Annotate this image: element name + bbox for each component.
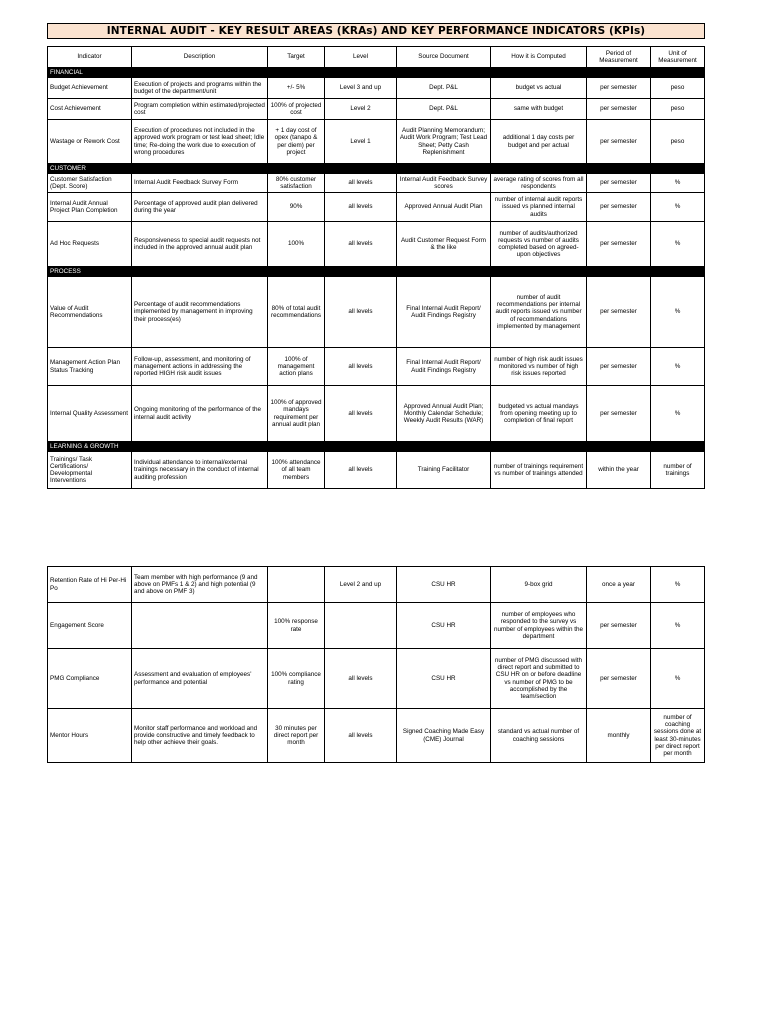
indicator-cell: Retention Rate of Hi Per-Hi Po xyxy=(48,567,132,603)
unit-cell: % xyxy=(651,174,705,193)
section-title: CUSTOMER xyxy=(48,164,705,174)
indicator-cell: Mentor Hours xyxy=(48,709,132,763)
section-header-row xyxy=(48,68,705,78)
period-cell: once a year xyxy=(587,567,651,603)
description-cell: Percentage of audit recommendations implemented by management in improving their process(es) xyxy=(132,277,268,348)
level-cell: all levels xyxy=(325,277,397,348)
indicator-cell: Trainings/ Task Certifications/ Developmental Interventions xyxy=(48,452,132,489)
description-cell: Program completion within estimated/projected cost xyxy=(132,99,268,120)
level-cell: all levels xyxy=(325,174,397,193)
how-computed-cell: 9-box grid xyxy=(491,567,587,603)
table-header-row xyxy=(48,47,705,68)
description-cell: Assessment and evaluation of employees' performance and potential xyxy=(132,649,268,709)
header-level: Level xyxy=(325,47,397,68)
level-cell: all levels xyxy=(325,348,397,386)
unit-cell: % xyxy=(651,348,705,386)
source-document-cell: Training Facilitator xyxy=(397,452,491,489)
description-cell: Monitor staff performance and workload and provide constructive and timely feedback to help other achieve their goals. xyxy=(132,709,268,763)
period-cell: per semester xyxy=(587,174,651,193)
unit-cell: peso xyxy=(651,78,705,99)
source-document-cell: Signed Coaching Made Easy (CME) Journal xyxy=(397,709,491,763)
period-cell: per semester xyxy=(587,99,651,120)
target-cell: 100% of projected cost xyxy=(268,99,325,120)
unit-cell: % xyxy=(651,222,705,267)
unit-cell: % xyxy=(651,386,705,442)
indicator-cell: PMG Compliance xyxy=(48,649,132,709)
level-cell: Level 3 and up xyxy=(325,78,397,99)
unit-cell: % xyxy=(651,193,705,222)
kpi-table-continued xyxy=(47,566,705,763)
period-cell: per semester xyxy=(587,386,651,442)
target-cell: 100% of management action plans xyxy=(268,348,325,386)
target-cell: 100% xyxy=(268,222,325,267)
how-computed-cell: number of employees who responded to the survey vs number of employees within the department xyxy=(491,603,587,649)
source-document-cell: Approved Annual Audit Plan xyxy=(397,193,491,222)
indicator-cell: Engagement Score xyxy=(48,603,132,649)
how-computed-cell: additional 1 day costs per budget and per actual xyxy=(491,120,587,164)
target-cell: + 1 day cost of opex (tanapo & per diem) per project xyxy=(268,120,325,164)
table-row xyxy=(48,174,705,193)
period-cell: per semester xyxy=(587,120,651,164)
unit-cell: number of trainings xyxy=(651,452,705,489)
section-title: PROCESS xyxy=(48,267,705,277)
target-cell: 80% of total audit recommendations xyxy=(268,277,325,348)
description-cell: Individual attendance to internal/external trainings necessary in the conduct of internal auditing profession xyxy=(132,452,268,489)
header-how-computed: How it is Computed xyxy=(491,47,587,68)
unit-cell: % xyxy=(651,277,705,348)
source-document-cell: Final Internal Audit Report/ Audit Findings Registry xyxy=(397,348,491,386)
level-cell: all levels xyxy=(325,386,397,442)
description-cell: Ongoing monitoring of the performance of the internal audit activity xyxy=(132,386,268,442)
indicator-cell: Internal Quality Assessment xyxy=(48,386,132,442)
level-cell xyxy=(325,603,397,649)
section-title: FINANCIAL xyxy=(48,68,705,78)
period-cell: per semester xyxy=(587,222,651,267)
source-document-cell: Internal Audit Feedback Survey scores xyxy=(397,174,491,193)
target-cell: +/- 5% xyxy=(268,78,325,99)
header-unit: Unit of Measurement xyxy=(651,47,705,68)
how-computed-cell: budget vs actual xyxy=(491,78,587,99)
table-row xyxy=(48,603,705,649)
indicator-cell: Value of Audit Recommendations xyxy=(48,277,132,348)
how-computed-cell: number of trainings requirement vs number of trainings attended xyxy=(491,452,587,489)
description-cell: Execution of procedures not included in the approved work program or test lead sheet; Idle time; Re-doing the work due to execution of wrong procedures xyxy=(132,120,268,164)
period-cell: per semester xyxy=(587,193,651,222)
section-header-row xyxy=(48,267,705,277)
how-computed-cell: average rating of scores from all respondents xyxy=(491,174,587,193)
unit-cell: % xyxy=(651,567,705,603)
level-cell: Level 1 xyxy=(325,120,397,164)
table-row xyxy=(48,277,705,348)
period-cell: per semester xyxy=(587,649,651,709)
description-cell: Follow-up, assessment, and monitoring of management actions in addressing the reported HIGH risk audit issues xyxy=(132,348,268,386)
source-document-cell: Approved Annual Audit Plan; Monthly Calendar Schedule; Weekly Audit Results (WAR) xyxy=(397,386,491,442)
header-description: Description xyxy=(132,47,268,68)
level-cell: Level 2 xyxy=(325,99,397,120)
target-cell: 100% response rate xyxy=(268,603,325,649)
unit-cell: % xyxy=(651,649,705,709)
indicator-cell: Customer Satisfaction (Dept. Score) xyxy=(48,174,132,193)
period-cell: monthly xyxy=(587,709,651,763)
target-cell: 80% customer satisfaction xyxy=(268,174,325,193)
header-period: Period of Measurement xyxy=(587,47,651,68)
indicator-cell: Management Action Plan Status Tracking xyxy=(48,348,132,386)
table-row xyxy=(48,452,705,489)
source-document-cell: Final Internal Audit Report/ Audit Findings Registry xyxy=(397,277,491,348)
header-target: Target xyxy=(268,47,325,68)
target-cell: 30 minutes per direct report per month xyxy=(268,709,325,763)
table-row xyxy=(48,567,705,603)
target-cell: 100% attendance of all team members xyxy=(268,452,325,489)
table-row xyxy=(48,120,705,164)
period-cell: per semester xyxy=(587,348,651,386)
section-header-row xyxy=(48,442,705,452)
how-computed-cell: number of audit recommendations per internal audit reports issued vs number of recommendations implemented by management xyxy=(491,277,587,348)
level-cell: all levels xyxy=(325,649,397,709)
table-row xyxy=(48,709,705,763)
source-document-cell: Dept. P&L xyxy=(397,99,491,120)
source-document-cell: CSU HR xyxy=(397,649,491,709)
description-cell: Execution of projects and programs within the budget of the department/unit xyxy=(132,78,268,99)
level-cell: all levels xyxy=(325,452,397,489)
description-cell xyxy=(132,603,268,649)
how-computed-cell: number of audits/authorized requests vs number of audits completed based on agreed-upon objectives xyxy=(491,222,587,267)
description-cell: Percentage of approved audit plan delivered during the year xyxy=(132,193,268,222)
level-cell: all levels xyxy=(325,193,397,222)
period-cell: per semester xyxy=(587,78,651,99)
target-cell xyxy=(268,567,325,603)
period-cell: within the year xyxy=(587,452,651,489)
indicator-cell: Wastage or Rework Cost xyxy=(48,120,132,164)
table-row xyxy=(48,99,705,120)
page-title: INTERNAL AUDIT - KEY RESULT AREAS (KRAs) AND KEY PERFORMANCE INDICATORS (KPIs) xyxy=(47,23,705,39)
table-row xyxy=(48,78,705,99)
unit-cell: number of coaching sessions done at least 30-minutes per direct report per month xyxy=(651,709,705,763)
description-cell: Responsiveness to special audit requests not included in the approved annual audit plan xyxy=(132,222,268,267)
indicator-cell: Cost Achievement xyxy=(48,99,132,120)
level-cell: all levels xyxy=(325,222,397,267)
unit-cell: % xyxy=(651,603,705,649)
section-header-row xyxy=(48,164,705,174)
how-computed-cell: number of PMG discussed with direct report and submitted to CSU HR on or before deadline vs number of PMG to be accomplished by the team/section xyxy=(491,649,587,709)
how-computed-cell: number of internal audit reports issued vs planned internal audits xyxy=(491,193,587,222)
source-document-cell: Dept. P&L xyxy=(397,78,491,99)
source-document-cell: CSU HR xyxy=(397,603,491,649)
table-row xyxy=(48,193,705,222)
target-cell: 100% compliance rating xyxy=(268,649,325,709)
source-document-cell: Audit Planning Memorandum; Audit Work Program; Test Lead Sheet; Petty Cash Replenishment xyxy=(397,120,491,164)
section-title: LEARNING & GROWTH xyxy=(48,442,705,452)
header-indicator: Indicator xyxy=(48,47,132,68)
period-cell: per semester xyxy=(587,277,651,348)
unit-cell: peso xyxy=(651,99,705,120)
description-cell: Team member with high performance (9 and above on PMFs 1 & 2) and high potential (9 and above on PMF 3) xyxy=(132,567,268,603)
table-row xyxy=(48,222,705,267)
indicator-cell: Internal Audit Annual Project Plan Completion xyxy=(48,193,132,222)
table-row xyxy=(48,649,705,709)
table-row xyxy=(48,386,705,442)
how-computed-cell: same with budget xyxy=(491,99,587,120)
source-document-cell: CSU HR xyxy=(397,567,491,603)
indicator-cell: Ad Hoc Requests xyxy=(48,222,132,267)
target-cell: 100% of approved mandays requirement per annual audit plan xyxy=(268,386,325,442)
target-cell: 90% xyxy=(268,193,325,222)
header-source-document: Source Document xyxy=(397,47,491,68)
indicator-cell: Budget Achievement xyxy=(48,78,132,99)
kpi-table xyxy=(47,46,705,489)
level-cell: all levels xyxy=(325,709,397,763)
how-computed-cell: number of high risk audit issues monitored vs number of high risk issues reported xyxy=(491,348,587,386)
table-row xyxy=(48,348,705,386)
source-document-cell: Audit Customer Request Form & the like xyxy=(397,222,491,267)
how-computed-cell: standard vs actual number of coaching sessions xyxy=(491,709,587,763)
level-cell: Level 2 and up xyxy=(325,567,397,603)
how-computed-cell: budgeted vs actual mandays from opening meeting up to completion of final report xyxy=(491,386,587,442)
period-cell: per semester xyxy=(587,603,651,649)
unit-cell: peso xyxy=(651,120,705,164)
description-cell: Internal Audit Feedback Survey Form xyxy=(132,174,268,193)
